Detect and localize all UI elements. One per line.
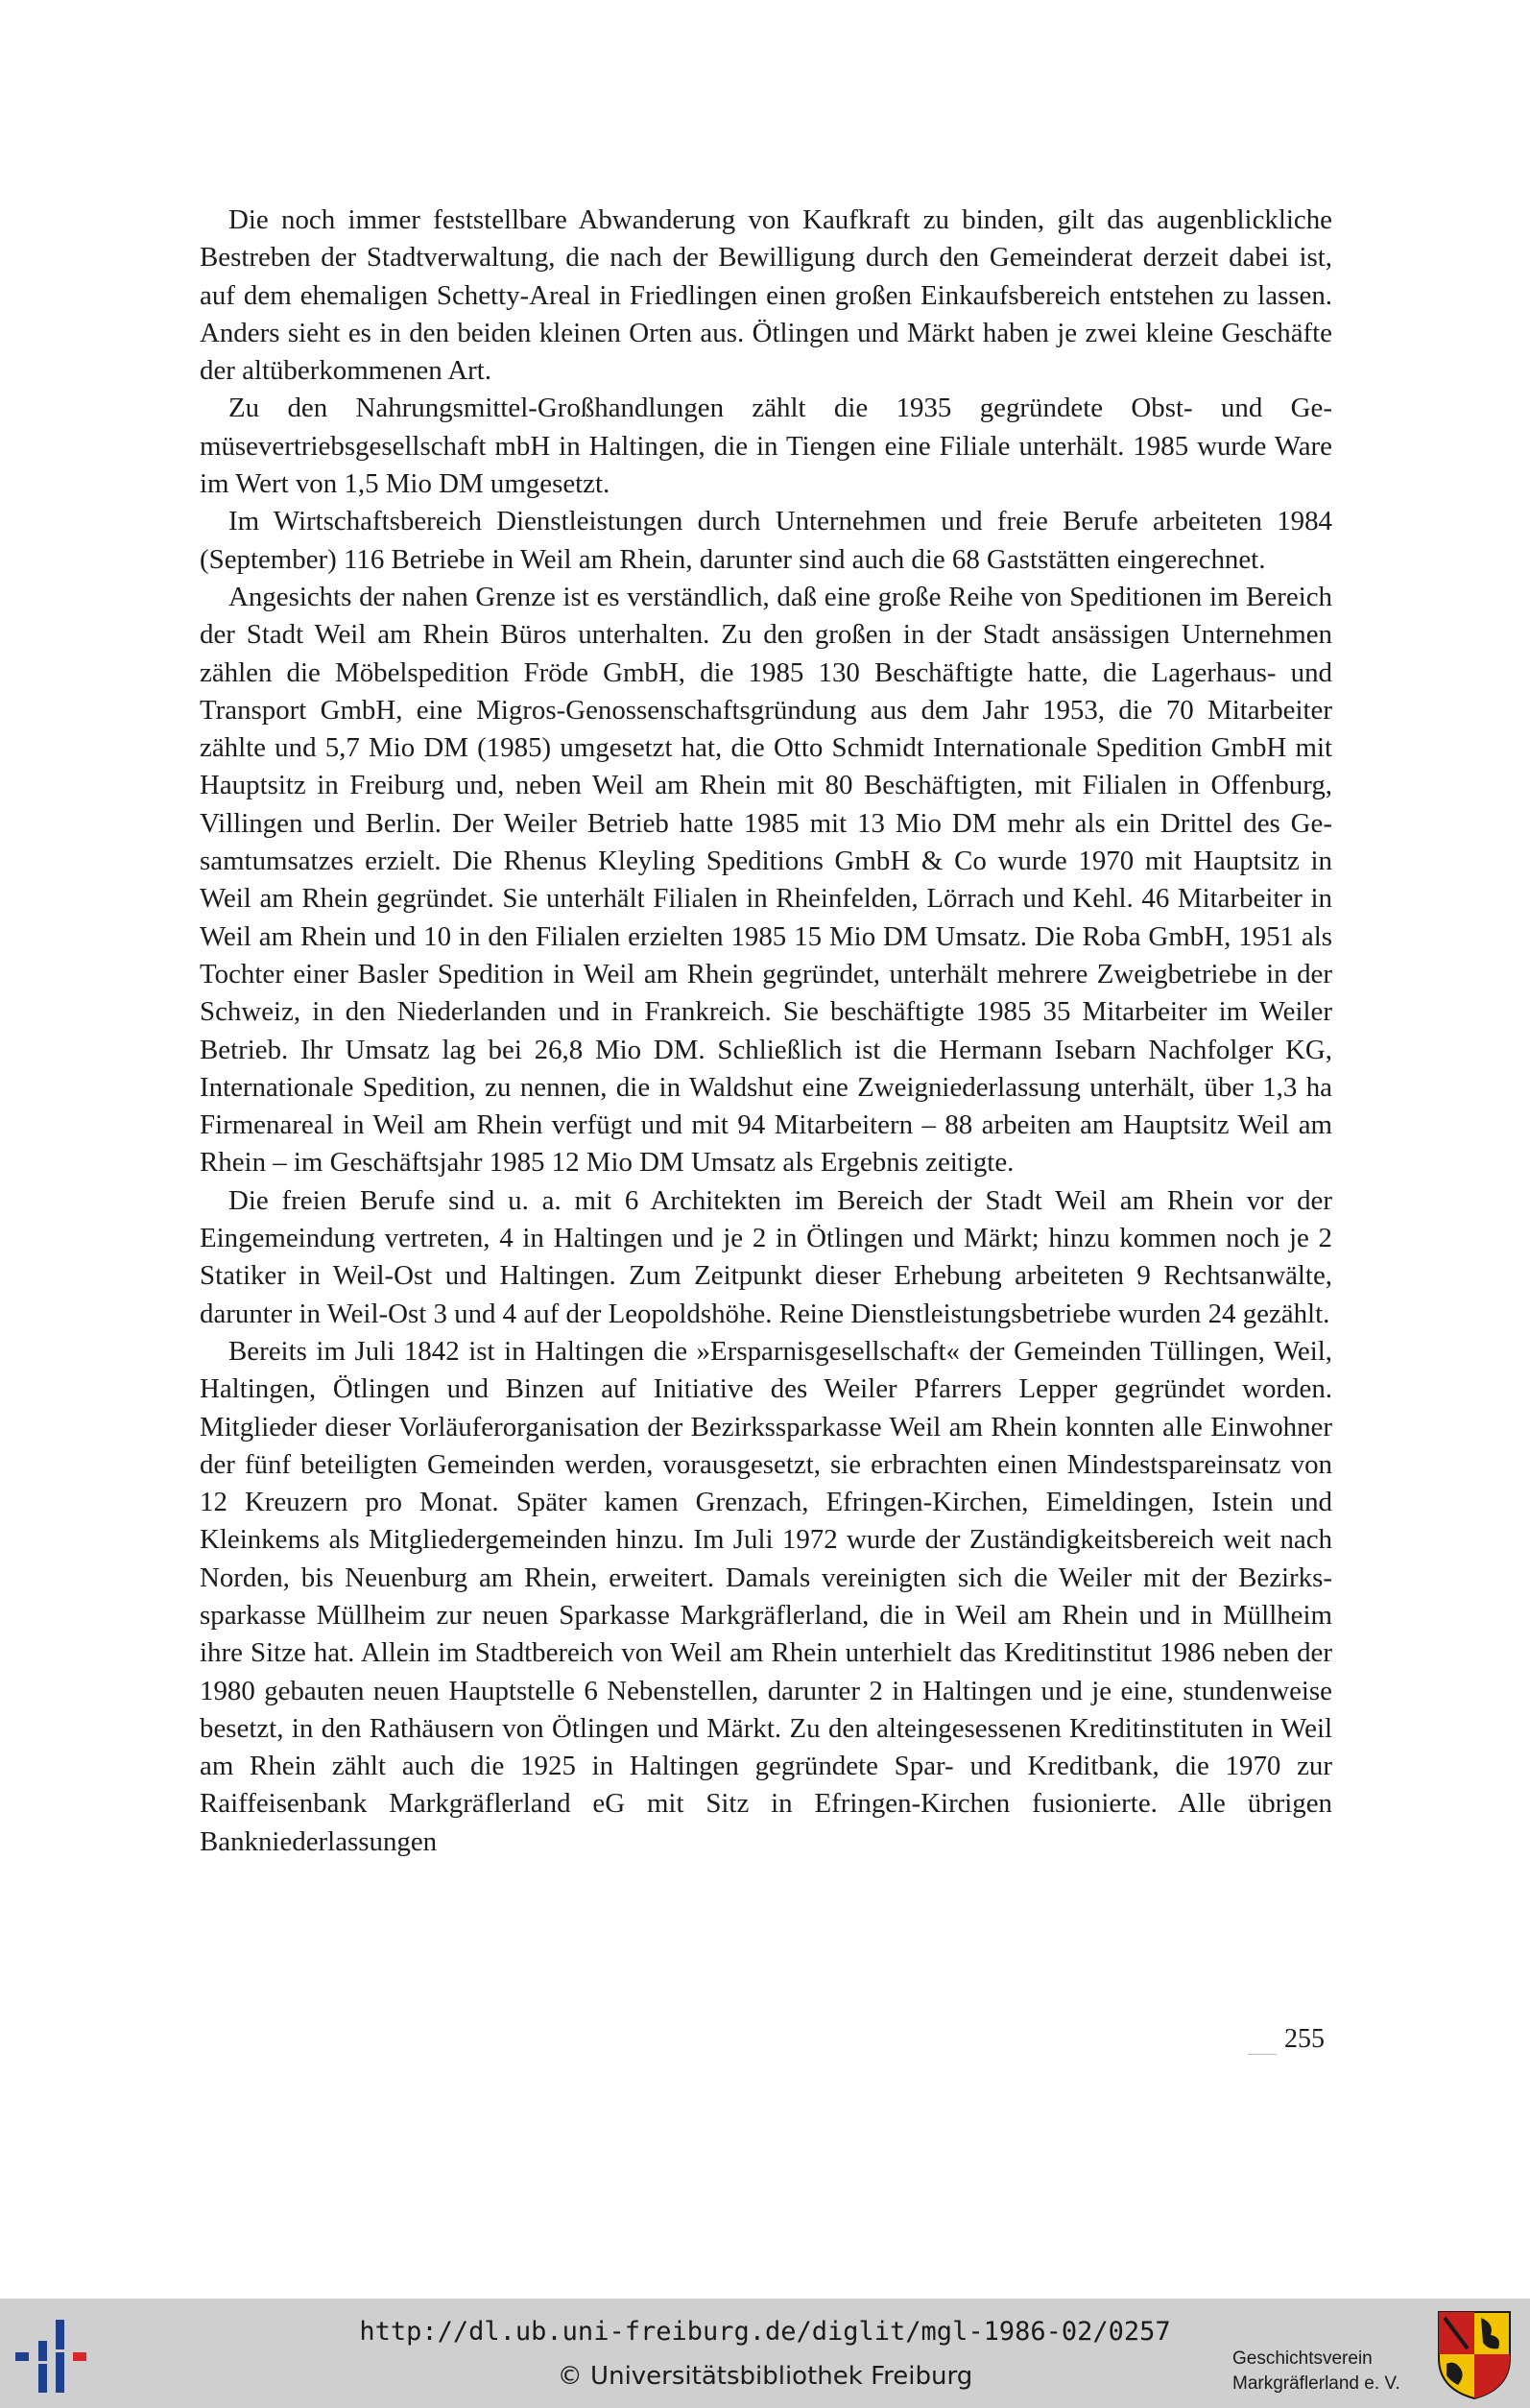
page-number-rule [1248,2054,1277,2055]
paragraph: Zu den Nahrungsmittel-Großhandlungen zählt die 1935 gegründete Obst- und Gemüsevertriebsgesellschaft mbH in Haltingen, die in Tiengen eine Filiale unterhält. 1985 wurde Ware im Wert von 1,5 Mio DM umgesetzt. [200,393,1332,500]
copyright-notice: © Universitätsbibliothek Freiburg [557,2362,973,2391]
paragraph: Die noch immer feststellbare Abwanderung von Kaufkraft zu binden, gilt das augenblickliche Bestreben der Stadtverwaltung, die nach der Bewilligung durch den Gemeinderat derzeit dabei ist, auf dem ehemaligen Schetty-Areal in Friedlingen einen großen Einkaufsbereich entstehen zu lassen. Anders sieht es in den beiden kleinen Orten aus. Ötlingen und Märkt haben je zwei kleine Geschäfte der altüberkommenen Art. [200,204,1332,387]
society-name-line: Markgräflerland e. V. [1232,2373,1400,2394]
body-text [200,202,1332,1861]
society-name [1232,2347,1400,2396]
page-number: 255 [1284,2024,1325,2054]
paragraph: Angesichts der nahen Grenze ist es verständlich, daß eine große Reihe von Speditionen im Bereich der Stadt Weil am Rhein Büros unterhalten. Zu den großen in der Stadt ansässigen Unternehmen zählen die Möbelspedition Fröde GmbH, die 1985 130 Beschäftigte hatte, die Lagerhaus- und Transport GmbH, eine Migros-Genossenschaftsgründung aus dem Jahr 1953, die 70 Mitarbeiter zählte und 5,7 Mio DM (1985) umgesetzt hat, die Otto Schmidt Internationale Spedition GmbH mit Hauptsitz in Freiburg und, neben Weil am Rhein mit 80 Beschäftigten, mit Filialen in Offenburg, Villingen und Berlin. Der Weiler Betrieb hatte 1985 mit 13 Mio DM mehr als ein Drittel des Gesamtumsatzes erzielt. Die Rhenus Kleyling Speditions GmbH & Co wurde 1970 mit Hauptsitz in Weil am Rhein gegründet. Sie unterhält Filialen in Rheinfelden, Lörrach und Kehl. 46 Mitarbeiter in Weil am Rhein und 10 in den Filialen erzielten 1985 15 Mio DM Umsatz. Die Roba GmbH, 1951 als Tochter einer Basler Spedition in Weil am Rhein gegründet, unterhält mehrere Zweigbetriebe in der Schweiz, in den Niederlanden und in Frankreich. Sie beschäftigte 1985 35 Mitarbeiter im Weiler Betrieb. Ihr Umsatz lag bei 26,8 Mio DM. Schließlich ist die Hermann Isebarn Nachfolger KG, Internationale Spedition, zu nennen, die in Waldshut eine Zweigniederlassung unterhält, über 1,3 ha Firmenareal in Weil am Rhein verfügt und mit 94 Mitarbeitern – 88 arbeiten am Hauptsitz Weil am Rhein – im Geschäftsjahr 1985 12 Mio DM Umsatz als Ergebnis zeitigte. [200,581,1332,1179]
coat-of-arms-icon [1435,2308,1514,2400]
permalink-url[interactable]: http://dl.ub.uni-freiburg.de/diglit/mgl-1986-02/0257 [359,2317,1171,2347]
paragraph: Im Wirtschaftsbereich Dienstleistungen durch Unternehmen und freie Berufe arbeiteten 1984 (September) 116 Betriebe in Weil am Rhein, darunter sind auch die 68 Gaststätten eingerechnet. [200,506,1332,575]
society-name-line: Geschichtsverein [1232,2348,1373,2369]
paragraph: Bereits im Juli 1842 ist in Haltingen die »Ersparnisgesellschaft« der Gemeinden Tüllingen, Weil, Haltingen, Ötlingen und Binzen auf Initiative des Weiler Pfarrers Lepper gegründet worden. Mitglieder dieser Vorläuferorganisation der Bezirkssparkasse Weil am Rhein konnten alle Einwohner der fünf beteiligten Gemeinden werden, vorausgesetzt, sie erbrachten einen Mindestspareinsatz von 12 Kreuzern pro Monat. Später kamen Grenzach, Efringen-Kirchen, Eimeldingen, Istein und Kleinkems als Mitgliedergemeinden hinzu. Im Juli 1972 wurde der Zuständigkeitsbereich weit nach Norden, bis Neuenburg am Rhein, erweitert. Damals vereinigten sich die Weiler mit der Bezirkssparkasse Müllheim zur neuen Sparkasse Markgräflerland, die in Weil am Rhein und in Müllheim ihre Sitze hat. Allein im Stadtbereich von Weil am Rhein unterhielt das Kreditinstitut 1986 neben der 1980 gebauten neuen Hauptstelle 6 Nebenstellen, darunter 2 in Haltingen und je eine, stundenweise besetzt, in den Rathäusern von Ötlingen und Märkt. Zu den alteingesessenen Kreditinstituten in Weil am Rhein zählt auch die 1925 in Haltingen gegründete Spar- und Kreditbank, die 1970 zur Raiffeisenbank Markgräflerland eG mit Sitz in Efringen-Kirchen fusionierte. Alle übrigen Bankniederlassungen [200,1335,1332,1857]
viewer-footer [0,2299,1530,2408]
paragraph: Die freien Berufe sind u. a. mit 6 Architekten im Bereich der Stadt Weil am Rhein vor der Eingemeindung vertreten, 4 in Haltingen und je 2 in Ötlingen und Märkt; hinzu kommen noch je 2 Statiker in Weil-Ost und Haltingen. Zum Zeitpunkt dieser Erhebung arbeiteten 9 Rechtsanwälte, darunter in Weil-Ost 3 und 4 auf der Leopoldshöhe. Reine Dienstleistungsbetriebe wurden 24 gezählt. [200,1184,1332,1329]
